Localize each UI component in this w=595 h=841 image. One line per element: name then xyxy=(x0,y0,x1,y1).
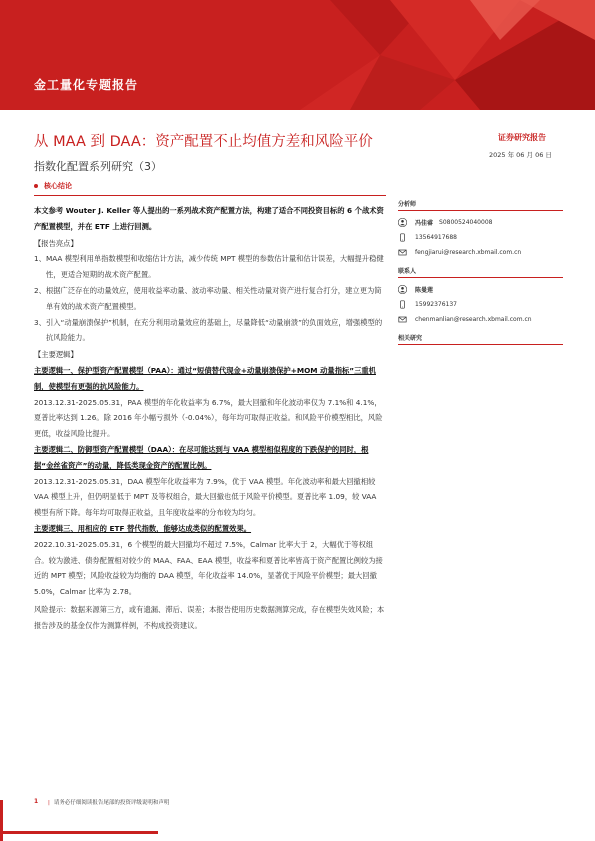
mail-icon xyxy=(398,248,407,257)
analyst-email-row xyxy=(398,245,563,260)
mail-icon xyxy=(398,315,407,324)
header-banner xyxy=(0,0,595,110)
intro-paragraph: 本文参考 Wouter J. Keller 等人提出的一系列战术资产配置方法，构建了适合不同投资目标的 6 个战术资产配置模型，并在 ETF 上进行回测。 xyxy=(34,206,384,231)
related-research-label: 相关研究 xyxy=(398,333,563,345)
analyst-name: 冯佳睿 xyxy=(415,220,434,227)
report-type-label: 证券研究报告 xyxy=(498,133,546,142)
highlight-item: 3、引入“动量崩溃保护”机制，在充分利用动量效应的基础上，尽量降低“动量崩溃”的负面效应，增强模型的抗风险能力。 xyxy=(34,317,383,343)
person-icon xyxy=(398,218,407,227)
sidebar xyxy=(398,199,563,345)
footer-disclaimer-text: 请务必仔细阅读报告尾部的投资评级说明和声明 xyxy=(53,800,170,806)
page-number: 1 xyxy=(34,798,39,805)
highlight-item: 2、根据广泛存在的动量效应，使用收益率动量、波动率动量、相关性动量对资产进行复合打分，建立更为简单有效的战术资产配置模型。 xyxy=(34,285,382,311)
analyst-phone: 13564917688 xyxy=(415,234,457,241)
section-heading xyxy=(34,181,72,191)
corner-decoration xyxy=(0,800,3,841)
contact-phone: 15992376137 xyxy=(415,301,457,308)
analyst-name-row xyxy=(398,215,563,230)
contact-label: 联系人 xyxy=(398,266,563,278)
bullet-dot-icon xyxy=(34,184,38,188)
footer-disclaimer: | 请务必仔细阅读报告尾部的投资评级说明和声明 xyxy=(48,800,170,806)
risk-warning: 风险提示：数据来源第三方，或有遗漏、滞后、误差；本报告使用历史数据测算完成，存在模型失效风险；本报告涉及的基金仅作为测算样例，不构成投资建议。 xyxy=(34,604,385,630)
contact-email-row xyxy=(398,312,563,327)
section-heading-text: 核心结论 xyxy=(44,182,72,190)
analyst-cert: S0800524040008 xyxy=(439,219,493,226)
logic-heading: 主要逻辑一、保护型资产配置模型（PAA）：通过“短债替代现金+动量崩溃保护+MOM 动量指标”三重机制，使模型有更强的抗风险能力。 xyxy=(34,365,376,391)
contact-email[interactable]: chenmanlian@research.xbmail.com.cn xyxy=(415,316,532,323)
highlight-item: 1、MAA 模型利用单指数模型和收缩估计方法，减少传统 MPT 模型的参数估计量和估计误差，大幅提升稳健性，更适合短期的战术资产配置。 xyxy=(34,254,384,280)
contact-name-row xyxy=(398,282,563,297)
phone-icon xyxy=(398,300,407,309)
banner-geometric-pattern xyxy=(0,0,595,110)
logic-tag: 【主要逻辑】 xyxy=(34,350,78,360)
contact-name: 陈曼莲 xyxy=(415,287,434,294)
highlights-tag: 【报告亮点】 xyxy=(34,238,78,248)
report-date: 2025 年 06 月 06 日 xyxy=(489,151,552,159)
person-icon xyxy=(398,285,407,294)
logic-text: 2022.10.31-2025.05.31，6 个模型的最大回撤均不超过 7.5%，Calmar 比率大于 2，大幅优于等权组合。较为激进、债券配置相对较少的 MAA、FAA、EAA 模型，收益率和夏普比率皆高于资产配置比例较为接近的 MPT 模型；风险收益较为均衡的 DAA 模型，年化收益率 14.0%，显著优于风险平价模型；最大回撤 5.0%，Calmar 比率为 2.78。 xyxy=(34,539,383,597)
phone-icon xyxy=(398,233,407,242)
series-name: 金工量化专题报告 xyxy=(34,78,139,92)
report-subtitle: 指数化配置系列研究（3） xyxy=(34,160,162,173)
section-divider xyxy=(34,195,386,196)
main-content xyxy=(34,203,386,634)
analyst-label: 分析师 xyxy=(398,199,563,211)
logic-heading: 主要逻辑三、用相应的 ETF 替代指数，能够达成类似的配置效果。 xyxy=(34,523,252,533)
analyst-email[interactable]: fengjiarui@research.xbmail.com.cn xyxy=(415,249,522,256)
contact-phone-row xyxy=(398,297,563,312)
corner-decoration xyxy=(0,831,158,834)
logic-text: 2013.12.31-2025.05.31，DAA 模型年化收益率为 7.9%，优于 VAA 模型。年化波动率和最大回撤相较 VAA 模型上升，但仍明显低于 MPT 及等权组合，最大回撤也低于风险平价模型。夏普比率 1.09，较 VAA 模型有所下降。每年均可取得正收益，且年度收益率的分布较为均匀。 xyxy=(34,476,377,518)
report-title: 从 MAA 到 DAA：资产配置不止均值方差和风险平价 xyxy=(34,134,373,150)
logic-heading: 主要逻辑二、防御型资产配置模型（DAA）：在尽可能达到与 VAA 模型相似程度的下跌保护的同时，根据“金丝雀资产”的动量，降低类现金资产的配置比例。 xyxy=(34,444,369,470)
logic-text: 2013.12.31-2025.05.31，PAA 模型的年化收益率为 6.7%，最大回撤和年化波动率仅为 7.1%和 4.1%，夏普比率达到 1.26。除 2016 年小幅亏损外（-0.04%），每年均可取得正收益。和风险平价模型相比，风险更低，收益风险比提升。 xyxy=(34,397,383,439)
analyst-phone-row xyxy=(398,230,563,245)
